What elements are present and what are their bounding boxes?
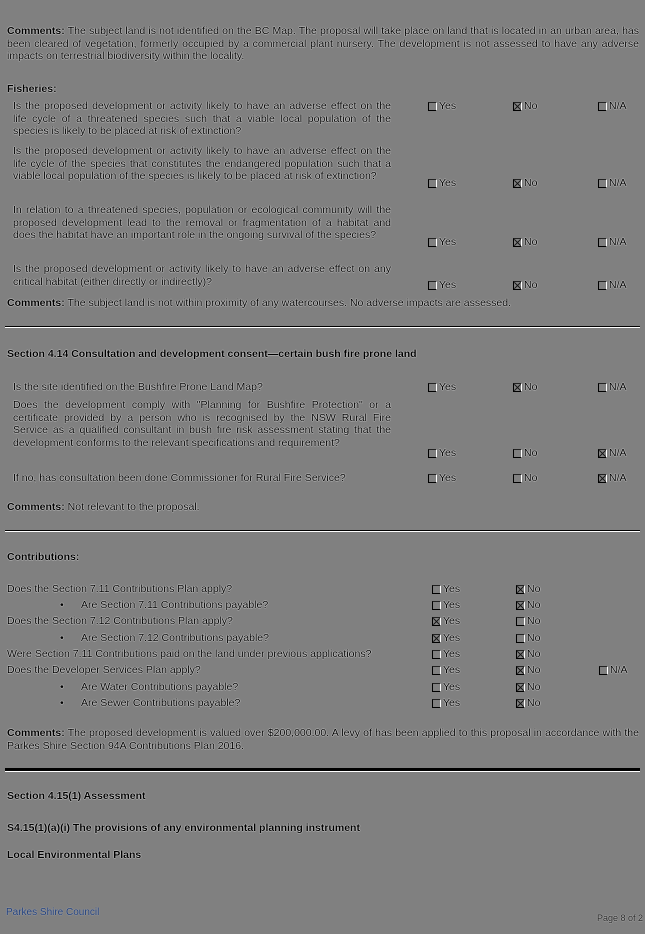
fisheries-q2-na[interactable] — [598, 177, 627, 189]
na-label: N/A — [609, 447, 627, 459]
contrib-r5-no[interactable] — [516, 648, 540, 660]
checkbox-unchecked-icon[interactable] — [598, 179, 607, 188]
assessment-subheading: S4.15(1)(a)(i) The provisions of any environmental planning instrument — [7, 822, 360, 834]
checkbox-unchecked-icon[interactable] — [513, 449, 522, 458]
checkbox-unchecked-icon[interactable] — [432, 601, 441, 610]
bushfire-q1-yes[interactable] — [428, 381, 456, 393]
comment-text: The subject land is not within proximity of any watercourses. No adverse impacts are assessed. — [64, 297, 512, 309]
yes-label: Yes — [439, 100, 457, 112]
yes-label: Yes — [443, 583, 461, 595]
yes-label: Yes — [439, 472, 457, 484]
contrib-r5-yes[interactable] — [432, 648, 460, 660]
checkbox-unchecked-icon[interactable] — [598, 383, 607, 392]
checkbox-checked-icon[interactable] — [516, 650, 525, 659]
contrib-row-8: Are Sewer Contributions payable? — [81, 697, 241, 709]
contrib-r6-yes[interactable] — [432, 664, 460, 676]
comment-text: The proposed development is valued over $200,000.00. A levy of has been applied to this proposal in accordance with the Parkes Shire Section 94A Contributions Plan 2016. — [7, 727, 639, 752]
assessment-heading: Section 4.15(1) Assessment — [7, 790, 146, 802]
contrib-r8-no[interactable] — [516, 697, 540, 709]
checkbox-checked-icon[interactable] — [432, 634, 441, 643]
bushfire-q2-na[interactable] — [598, 447, 627, 459]
bushfire-q3-yes[interactable] — [428, 472, 456, 484]
fisheries-q3-no[interactable] — [513, 236, 537, 248]
checkbox-unchecked-icon[interactable] — [598, 238, 607, 247]
checkbox-unchecked-icon[interactable] — [428, 238, 437, 247]
bushfire-q2-yes[interactable] — [428, 447, 456, 459]
comment-label: Comments: — [7, 297, 65, 309]
section-divider — [5, 326, 640, 328]
bullet-icon: • — [60, 697, 64, 709]
checkbox-unchecked-icon[interactable] — [432, 683, 441, 692]
na-label: N/A — [609, 100, 627, 112]
fisheries-q1-yes[interactable] — [428, 100, 456, 112]
comment-text: The subject land is not identified on the BC Map. The proposal will take place on land that is located in an urban area, has been cleared of vegetation, formerly occupied by a commercial plant nursery. The development is not assessed to have any adverse impacts on terrestrial biodiversity within the locality. — [7, 25, 639, 63]
fisheries-q3-na[interactable] — [598, 236, 627, 248]
contributions-heading: Contributions: — [7, 551, 80, 563]
fisheries-q4-no[interactable] — [513, 279, 537, 291]
no-label: No — [524, 279, 538, 291]
bushfire-q3-na[interactable] — [598, 472, 627, 484]
yes-label: Yes — [439, 447, 457, 459]
checkbox-checked-icon[interactable] — [516, 699, 525, 708]
contrib-row-2: Are Section 7.11 Contributions payable? — [81, 599, 269, 611]
no-label: No — [527, 599, 541, 611]
contrib-r4-yes[interactable] — [432, 632, 460, 644]
checkbox-unchecked-icon[interactable] — [516, 634, 525, 643]
fisheries-q4-na[interactable] — [598, 279, 627, 291]
comment-label: Comments: — [7, 727, 65, 739]
yes-label: Yes — [439, 279, 457, 291]
checkbox-checked-icon[interactable] — [513, 102, 522, 111]
no-label: No — [527, 697, 541, 709]
contrib-r3-no[interactable] — [516, 615, 540, 627]
contrib-r6-no[interactable] — [516, 664, 540, 676]
contrib-r1-no[interactable] — [516, 583, 540, 595]
checkbox-checked-icon[interactable] — [516, 683, 525, 692]
bushfire-question-1: Is the site identified on the Bushfire Prone Land Map? — [13, 381, 263, 393]
bushfire-q1-na[interactable] — [598, 381, 627, 393]
checkbox-unchecked-icon[interactable] — [598, 281, 607, 290]
fisheries-q1-na[interactable] — [598, 100, 627, 112]
bushfire-comment — [7, 501, 200, 513]
checkbox-unchecked-icon[interactable] — [432, 666, 441, 675]
bullet-icon: • — [60, 681, 64, 693]
checkbox-unchecked-icon[interactable] — [432, 585, 441, 594]
no-label: No — [527, 648, 541, 660]
bushfire-question-3: If no, has consultation been done Commissioner for Rural Fire Service? — [13, 472, 346, 484]
na-label: N/A — [609, 279, 627, 291]
fisheries-q2-yes[interactable] — [428, 177, 456, 189]
bullet-icon: • — [60, 632, 64, 644]
checkbox-unchecked-icon[interactable] — [428, 383, 437, 392]
contrib-r2-no[interactable] — [516, 599, 540, 611]
section-divider — [5, 530, 640, 532]
yes-label: Yes — [443, 599, 461, 611]
contrib-r1-yes[interactable] — [432, 583, 460, 595]
checkbox-checked-icon[interactable] — [598, 449, 607, 458]
yes-label: Yes — [443, 697, 461, 709]
contrib-row-6: Does the Developer Services Plan apply? — [7, 664, 201, 676]
biodiversity-comment — [7, 25, 639, 63]
no-label: No — [524, 381, 538, 393]
checkbox-unchecked-icon[interactable] — [428, 474, 437, 483]
checkbox-unchecked-icon[interactable] — [598, 102, 607, 111]
fisheries-q1-no[interactable] — [513, 100, 537, 112]
checkbox-unchecked-icon[interactable] — [513, 474, 522, 483]
comment-text: Not relevant to the proposal. — [64, 501, 200, 513]
footer-council-name: Parkes Shire Council — [6, 907, 100, 918]
yes-label: Yes — [443, 615, 461, 627]
yes-label: Yes — [439, 236, 457, 248]
checkbox-checked-icon[interactable] — [513, 238, 522, 247]
comment-label: Comments: — [7, 501, 65, 513]
fisheries-heading: Fisheries: — [7, 83, 57, 95]
contrib-r6-na[interactable] — [599, 664, 628, 676]
fisheries-comment — [7, 297, 511, 309]
na-label: N/A — [609, 381, 627, 393]
checkbox-checked-icon[interactable] — [598, 474, 607, 483]
fisheries-question-2: Is the proposed development or activity likely to have an adverse effect on the life cycle of the species that constitutes the endangered population such that a viable local population of the species is likely to be placed at risk of extinction? — [13, 145, 391, 183]
yes-label: Yes — [443, 664, 461, 676]
no-label: No — [524, 100, 538, 112]
contributions-comment — [7, 727, 639, 752]
contrib-row-4: Are Section 7.12 Contributions payable? — [81, 632, 269, 644]
comment-label: Comments: — [7, 25, 65, 37]
fisheries-q4-yes[interactable] — [428, 279, 456, 291]
fisheries-q2-no[interactable] — [513, 177, 537, 189]
contrib-r4-no[interactable] — [516, 632, 540, 644]
fisheries-question-1: Is the proposed development or activity likely to have an adverse effect on the life cycle of a threatened species such that a viable local population of the species is likely to be placed at risk of extinction? — [13, 100, 391, 138]
no-label: No — [524, 177, 538, 189]
fisheries-q3-yes[interactable] — [428, 236, 456, 248]
no-label: No — [527, 583, 541, 595]
yes-label: Yes — [443, 648, 461, 660]
checkbox-checked-icon[interactable] — [516, 585, 525, 594]
contrib-row-7: Are Water Contributions payable? — [81, 681, 239, 693]
fisheries-question-4: Is the proposed development or activity likely to have an adverse effect on any critical habitat (either directly or indirectly)? — [13, 263, 391, 288]
contrib-r7-no[interactable] — [516, 681, 540, 693]
na-label: N/A — [609, 472, 627, 484]
bushfire-q2-no[interactable] — [513, 447, 537, 459]
checkbox-unchecked-icon[interactable] — [428, 281, 437, 290]
no-label: No — [524, 236, 538, 248]
bushfire-question-2: Does the development comply with "Planning for Bushfire Protection" or a certificate provided by a person who is recognised by the NSW Rural Fire Service as a qualified consultant in bush fire risk assessment stating that the development conforms to the relevant specifications and requirement? — [13, 399, 391, 449]
fisheries-question-3: In relation to a threatened species, population or ecological community will the proposed development lead to the removal or fragmentation of a habitat and does the habitat have an important role in the ongoing survival of the species? — [13, 204, 391, 242]
bushfire-heading: Section 4.14 Consultation and development consent—certain bush fire prone land — [7, 348, 417, 360]
checkbox-checked-icon[interactable] — [432, 617, 441, 626]
checkbox-unchecked-icon[interactable] — [428, 102, 437, 111]
na-label: N/A — [610, 664, 628, 676]
contrib-r7-yes[interactable] — [432, 681, 460, 693]
contrib-r3-yes[interactable] — [432, 615, 460, 627]
checkbox-unchecked-icon[interactable] — [599, 666, 608, 675]
checkbox-checked-icon[interactable] — [516, 601, 525, 610]
section-divider-thick — [5, 768, 640, 772]
checkbox-checked-icon[interactable] — [516, 666, 525, 675]
bushfire-q1-no[interactable] — [513, 381, 537, 393]
yes-label: Yes — [439, 177, 457, 189]
no-label: No — [527, 615, 541, 627]
no-label: No — [524, 472, 538, 484]
contrib-r8-yes[interactable] — [432, 697, 460, 709]
yes-label: Yes — [439, 381, 457, 393]
contrib-r2-yes[interactable] — [432, 599, 460, 611]
checkbox-unchecked-icon[interactable] — [432, 699, 441, 708]
no-label: No — [527, 681, 541, 693]
checkbox-unchecked-icon[interactable] — [428, 179, 437, 188]
assessment-subsubheading: Local Environmental Plans — [7, 849, 142, 861]
checkbox-checked-icon[interactable] — [513, 281, 522, 290]
checkbox-unchecked-icon[interactable] — [428, 449, 437, 458]
na-label: N/A — [609, 177, 627, 189]
checkbox-unchecked-icon[interactable] — [432, 650, 441, 659]
contrib-row-3: Does the Section 7.12 Contributions Plan apply? — [7, 615, 233, 627]
checkbox-checked-icon[interactable] — [513, 179, 522, 188]
yes-label: Yes — [443, 681, 461, 693]
footer-page-number: Page 8 of 2 — [597, 913, 644, 923]
no-label: No — [527, 664, 541, 676]
contrib-row-5: Were Section 7.11 Contributions paid on the land under previous applications? — [7, 648, 372, 660]
yes-label: Yes — [443, 632, 461, 644]
contrib-row-1: Does the Section 7.11 Contributions Plan apply? — [7, 583, 233, 595]
bullet-icon: • — [60, 599, 64, 611]
checkbox-unchecked-icon[interactable] — [516, 617, 525, 626]
bushfire-q3-no[interactable] — [513, 472, 537, 484]
checkbox-checked-icon[interactable] — [513, 383, 522, 392]
no-label: No — [524, 447, 538, 459]
na-label: N/A — [609, 236, 627, 248]
no-label: No — [527, 632, 541, 644]
